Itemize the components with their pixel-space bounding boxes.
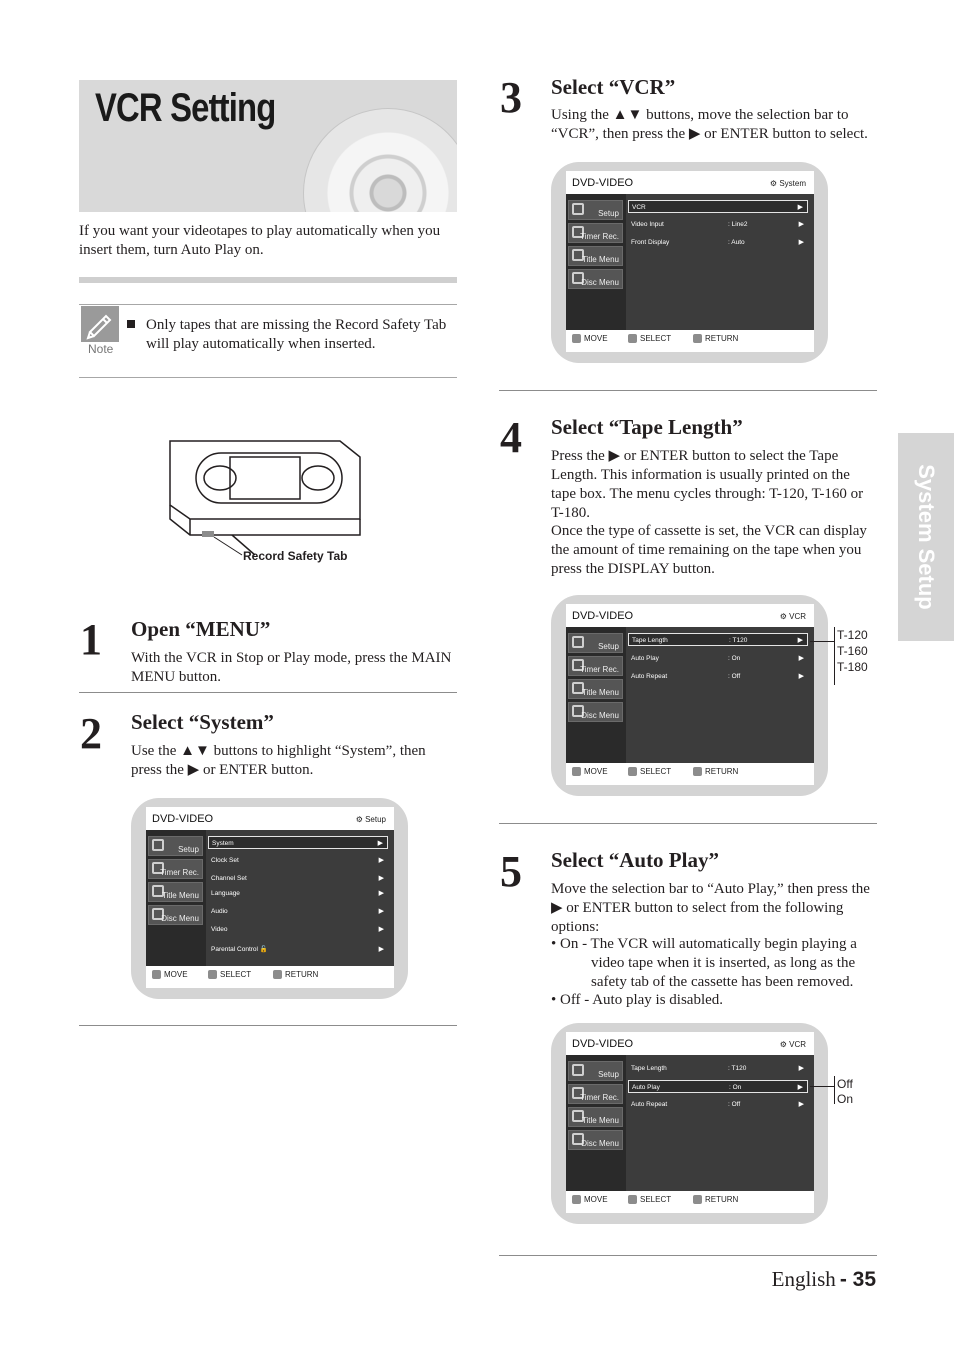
- menu-screen-system: [131, 798, 408, 999]
- menu-item-auto-repeat: Auto Repeat : Off ▶: [631, 673, 804, 680]
- section-side-tab: [898, 433, 954, 641]
- menu-item-parental-control: Parental Control 🔓 ▶: [211, 946, 384, 953]
- menu-item-audio: Audio ▶: [211, 908, 384, 915]
- side-menu-title-menu: Title Menu: [148, 882, 203, 902]
- step-heading: Select “System”: [131, 710, 274, 734]
- step-heading: Open “MENU”: [131, 617, 271, 641]
- menu-item-vcr: VCR ▶: [628, 200, 808, 213]
- menu-item-auto-play: Auto Play : On ▶: [628, 1080, 808, 1093]
- menu-item-auto-play: Auto Play : On ▶: [631, 655, 804, 662]
- side-menu-setup: Setup: [568, 200, 623, 220]
- move-icon: [572, 334, 581, 343]
- return-icon: [693, 1195, 702, 1204]
- step-text: Using the ▲▼ buttons, move the selection bar to “VCR”, then press the ▶ or ENTER button to select.: [551, 107, 868, 142]
- side-menu-disc-menu: Disc Menu: [568, 269, 623, 289]
- side-menu-timer-rec: Timer Rec.: [568, 656, 623, 676]
- screen-breadcrumb: ⚙ System: [769, 179, 806, 188]
- menu-item-auto-repeat: Auto Repeat : Off ▶: [631, 1101, 804, 1108]
- side-menu-timer-rec: Timer Rec.: [148, 859, 203, 879]
- callout-line: [810, 1086, 834, 1087]
- side-menu-title-menu: Title Menu: [568, 246, 623, 266]
- bullet-square: [127, 320, 135, 328]
- callout-option: T-180: [837, 660, 868, 674]
- callout-option: T-160: [837, 644, 868, 658]
- menu-item-channel-set: Channel Set ▶: [211, 875, 384, 882]
- menu-screen-vcr: [551, 162, 828, 363]
- step-heading: Select “VCR”: [551, 75, 676, 99]
- screen-footer: MOVE SELECT RETURN: [152, 970, 392, 984]
- screen-title: DVD-VIDEO: [572, 610, 634, 622]
- step-number: 4: [500, 413, 522, 462]
- title-banner: [79, 80, 457, 212]
- side-menu-disc-menu: Disc Menu: [148, 905, 203, 925]
- menu-screen-auto-play: [551, 1023, 828, 1224]
- disc-graphic: [303, 108, 457, 212]
- screen-title: DVD-VIDEO: [572, 177, 634, 189]
- select-icon: [628, 767, 637, 776]
- move-icon: [572, 1195, 581, 1204]
- option-on-text: video tape when it is inserted, as long as the safety tab of the cassette has been removed.: [591, 955, 856, 990]
- side-menu-title-menu: Title Menu: [568, 679, 623, 699]
- step-text: Use the ▲▼ buttons to highlight “System”, then press the ▶ or ENTER button.: [131, 743, 426, 778]
- select-icon: [208, 970, 217, 979]
- step-heading: Select “Auto Play”: [551, 848, 719, 872]
- move-icon: [572, 767, 581, 776]
- side-menu-setup: Setup: [568, 1061, 623, 1081]
- select-icon: [628, 1195, 637, 1204]
- menu-item-front-display: Front Display : Auto ▶: [631, 239, 804, 246]
- menu-item-language: Language ▶: [211, 890, 384, 897]
- step-heading: Select “Tape Length”: [551, 415, 743, 439]
- callout-line: [810, 641, 834, 642]
- step-text: Once the type of cassette is set, the VCR can display the amount of time remaining on the tape when you press the DISPLAY button.: [551, 523, 867, 577]
- step-text: Press the ▶ or ENTER button to select the Tape Length. This information is usually printed on the tape box. The menu cycles through: T-120, T-160 or T-180.: [551, 448, 864, 521]
- divider: [79, 692, 457, 693]
- side-menu-title-menu: Title Menu: [568, 1107, 623, 1127]
- return-icon: [273, 970, 282, 979]
- intro-text: If you want your videotapes to play automatically when you insert them, turn Auto Play on.: [79, 223, 441, 258]
- callout-option: On: [837, 1092, 854, 1106]
- menu-item-video: Video ▶: [211, 926, 384, 933]
- move-icon: [152, 970, 161, 979]
- page-title: VCR Setting: [95, 86, 276, 130]
- step-number: 2: [80, 709, 102, 758]
- option-off-text: • Off - Auto play is disabled.: [551, 992, 724, 1008]
- step-number: 5: [500, 847, 522, 896]
- screen-breadcrumb: ⚙ Setup: [355, 815, 386, 824]
- menu-screen-tape-length: [551, 595, 828, 796]
- screen-title: DVD-VIDEO: [152, 813, 214, 825]
- note-label: Note: [88, 342, 114, 356]
- footer-page-number: - 35: [839, 1268, 876, 1291]
- step-number: 1: [80, 615, 102, 664]
- side-menu-setup: Setup: [148, 836, 203, 856]
- side-menu-timer-rec: Timer Rec.: [568, 223, 623, 243]
- note-text: Only tapes that are missing the Record Safety Tab will play automatically when inserted.: [146, 317, 447, 352]
- screen-breadcrumb: ⚙ VCR: [779, 612, 806, 621]
- divider: [79, 377, 457, 378]
- return-icon: [693, 767, 702, 776]
- note-pencil-icon: [81, 306, 119, 342]
- option-on-text: • On - The VCR will automatically begin playing a: [551, 936, 857, 952]
- screen-breadcrumb: ⚙ VCR: [779, 1040, 806, 1049]
- menu-item-clock-set: Clock Set ▶: [211, 857, 384, 864]
- callout-option: Off: [837, 1077, 853, 1091]
- divider: [79, 304, 457, 305]
- menu-item-system: System ▶: [208, 836, 388, 849]
- step-number: 3: [500, 73, 522, 122]
- menu-item-video-input: Video Input : Line2 ▶: [631, 221, 804, 228]
- footer-language: English: [771, 1267, 836, 1291]
- screen-footer: MOVE SELECT RETURN: [572, 1195, 812, 1209]
- side-menu-disc-menu: Disc Menu: [568, 702, 623, 722]
- divider: [499, 1255, 877, 1256]
- section-side-tab-label: System Setup: [914, 464, 939, 610]
- screen-title: DVD-VIDEO: [572, 1038, 634, 1050]
- divider: [79, 1025, 457, 1026]
- return-icon: [693, 334, 702, 343]
- menu-item-tape-length: Tape Length : T120 ▶: [631, 1065, 804, 1072]
- side-menu-timer-rec: Timer Rec.: [568, 1084, 623, 1104]
- lock-icon: 🔓: [259, 946, 268, 953]
- callout-bracket: [834, 627, 835, 685]
- page-footer: [772, 1267, 876, 1292]
- divider: [499, 390, 877, 391]
- screen-footer: MOVE SELECT RETURN: [572, 334, 812, 348]
- divider: [79, 277, 457, 283]
- step-text: With the VCR in Stop or Play mode, press the MAIN MENU button.: [131, 650, 452, 685]
- callout-bracket: [834, 1076, 835, 1104]
- divider: [499, 823, 877, 824]
- side-menu-setup: Setup: [568, 633, 623, 653]
- record-safety-tab-caption: Record Safety Tab: [243, 549, 348, 563]
- step-text: Move the selection bar to “Auto Play,” then press the ▶ or ENTER button to select from the following options:: [551, 881, 870, 935]
- select-icon: [628, 334, 637, 343]
- callout-option: T-120: [837, 628, 868, 642]
- menu-item-tape-length: Tape Length : T120 ▶: [628, 633, 808, 646]
- side-menu-disc-menu: Disc Menu: [568, 1130, 623, 1150]
- screen-footer: MOVE SELECT RETURN: [572, 767, 812, 781]
